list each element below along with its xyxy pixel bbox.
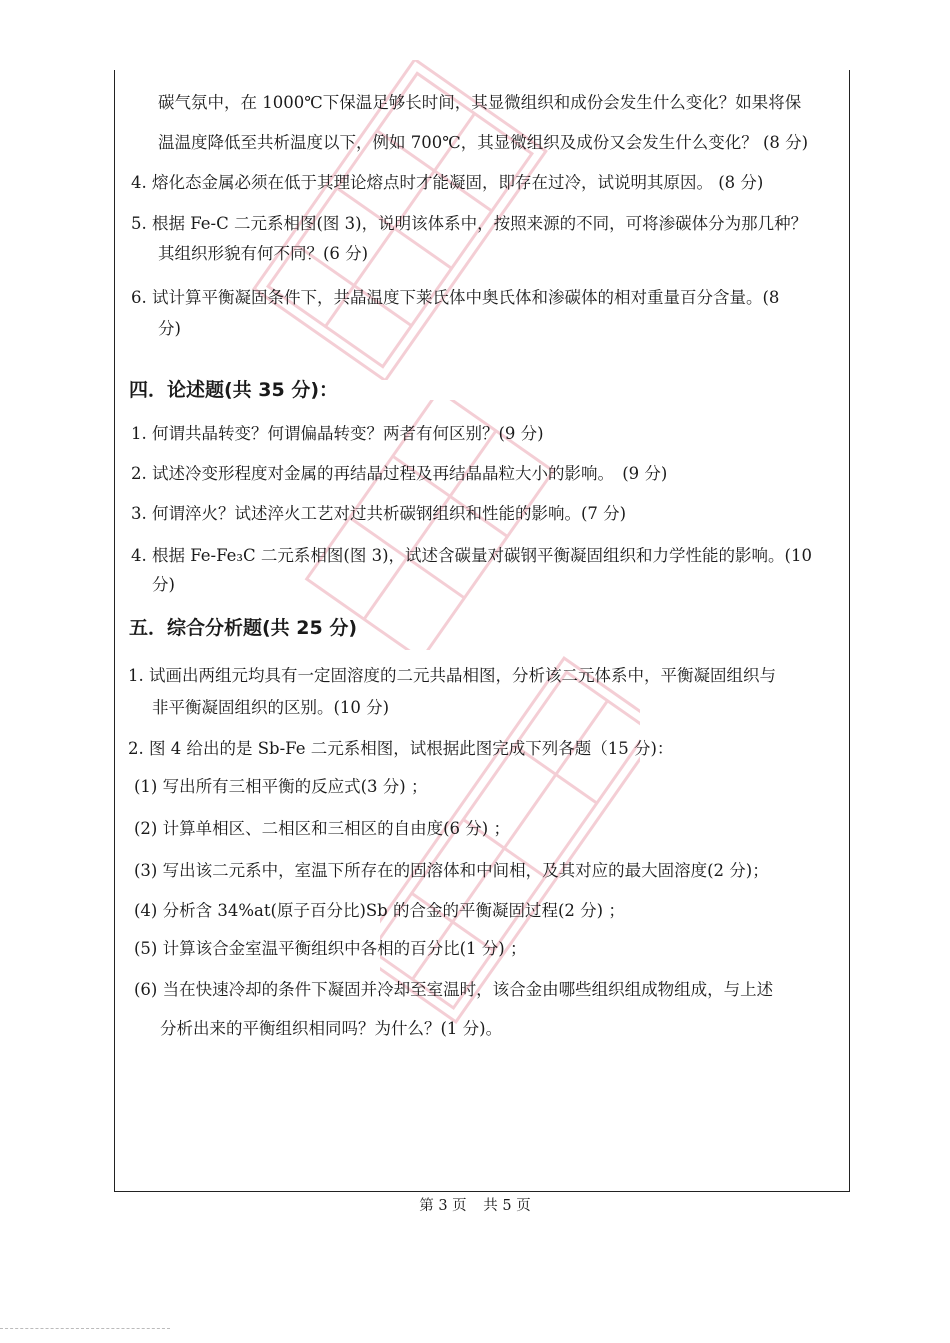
question-5-2-sub-3: (3) 写出该二元系中，室温下所存在的固溶体和中间相，及其对应的最大固溶度(2 分)； — [134, 861, 769, 880]
question-5-2-sub-6-line-1: (6) 当在快速冷却的条件下凝固并冷却至室温时，该合金由哪些组织组成物组成，与上述 — [134, 980, 774, 999]
question-4-4-line-1: 4. 根据 Fe-Fe₃C 二元系相图(图 3)，试述含碳量对碳钢平衡凝固组织和力学性能的影响。(10 — [131, 546, 812, 565]
question-5-2-sub-6-line-2: 分析出来的平衡组织相同吗？为什么？(1 分)。 — [160, 1019, 503, 1038]
question-5-2: 2. 图 4 给出的是 Sb-Fe 二元系相图，试根据此图完成下列各题（15 分)： — [128, 739, 674, 758]
question-3-5-line-1: 5. 根据 Fe-C 二元系相图(图 3)，说明该体系中，按照来源的不同，可将渗碳体分为那几种？ — [131, 214, 808, 233]
question-5-2-sub-4: (4) 分析含 34%at(原子百分比)Sb 的合金的平衡凝固过程(2 分) ； — [134, 901, 625, 920]
page-footer — [0, 1196, 950, 1216]
question-3-6-line-1: 6. 试计算平衡凝固条件下，共晶温度下莱氏体中奥氏体和渗碳体的相对重量百分含量。(8 — [131, 288, 780, 307]
question-4-1: 1. 何谓共晶转变？何谓偏晶转变？两者有何区别？(9 分) — [131, 424, 544, 443]
question-3-6-line-2: 分) — [158, 319, 181, 338]
question-4-2: 2. 试述冷变形程度对金属的再结晶过程及再结晶晶粒大小的影响。 (9 分) — [131, 464, 668, 483]
question-5-2-sub-2: (2) 计算单相区、二相区和三相区的自由度(6 分) ； — [134, 819, 510, 838]
question-4-4-line-2: 分) — [152, 575, 175, 594]
question-4-3: 3. 何谓淬火？试述淬火工艺对过共析碳钢组织和性能的影响。(7 分) — [131, 504, 627, 523]
question-5-1-line-2: 非平衡凝固组织的区别。(10 分) — [152, 698, 390, 717]
question-5-1-line-1: 1. 试画出两组元均具有一定固溶度的二元共晶相图，分析该二元体系中，平衡凝固组织与 — [128, 666, 776, 685]
page-number: 第 3 页 — [419, 1198, 467, 1214]
question-5-2-sub-1: (1) 写出所有三相平衡的反应式(3 分) ； — [134, 777, 428, 796]
section-5-heading: 五．综合分析题(共 25 分) — [129, 617, 358, 639]
question-5-2-sub-5: (5) 计算该合金室温平衡组织中各相的百分比(1 分) ； — [134, 939, 527, 958]
question-3-5-line-2: 其组织形貌有何不同？(6 分) — [158, 244, 369, 263]
q3-continued-line-1: 碳气氛中，在 1000℃下保温足够长时间，其显微组织和成份会发生什么变化？如果将保 — [158, 93, 802, 112]
question-3-4: 4. 熔化态金属必须在低于其理论熔点时才能凝固，即存在过冷，试说明其原因。 (8 分) — [131, 173, 764, 192]
page-total: 共 5 页 — [483, 1198, 531, 1214]
section-4-heading: 四．论述题(共 35 分)： — [129, 379, 339, 401]
q3-continued-line-2: 温温度降低至共析温度以下，例如 700℃，其显微组织及成份又会发生什么变化？ (8 分) — [158, 133, 809, 152]
scan-edge-line — [0, 1328, 170, 1329]
